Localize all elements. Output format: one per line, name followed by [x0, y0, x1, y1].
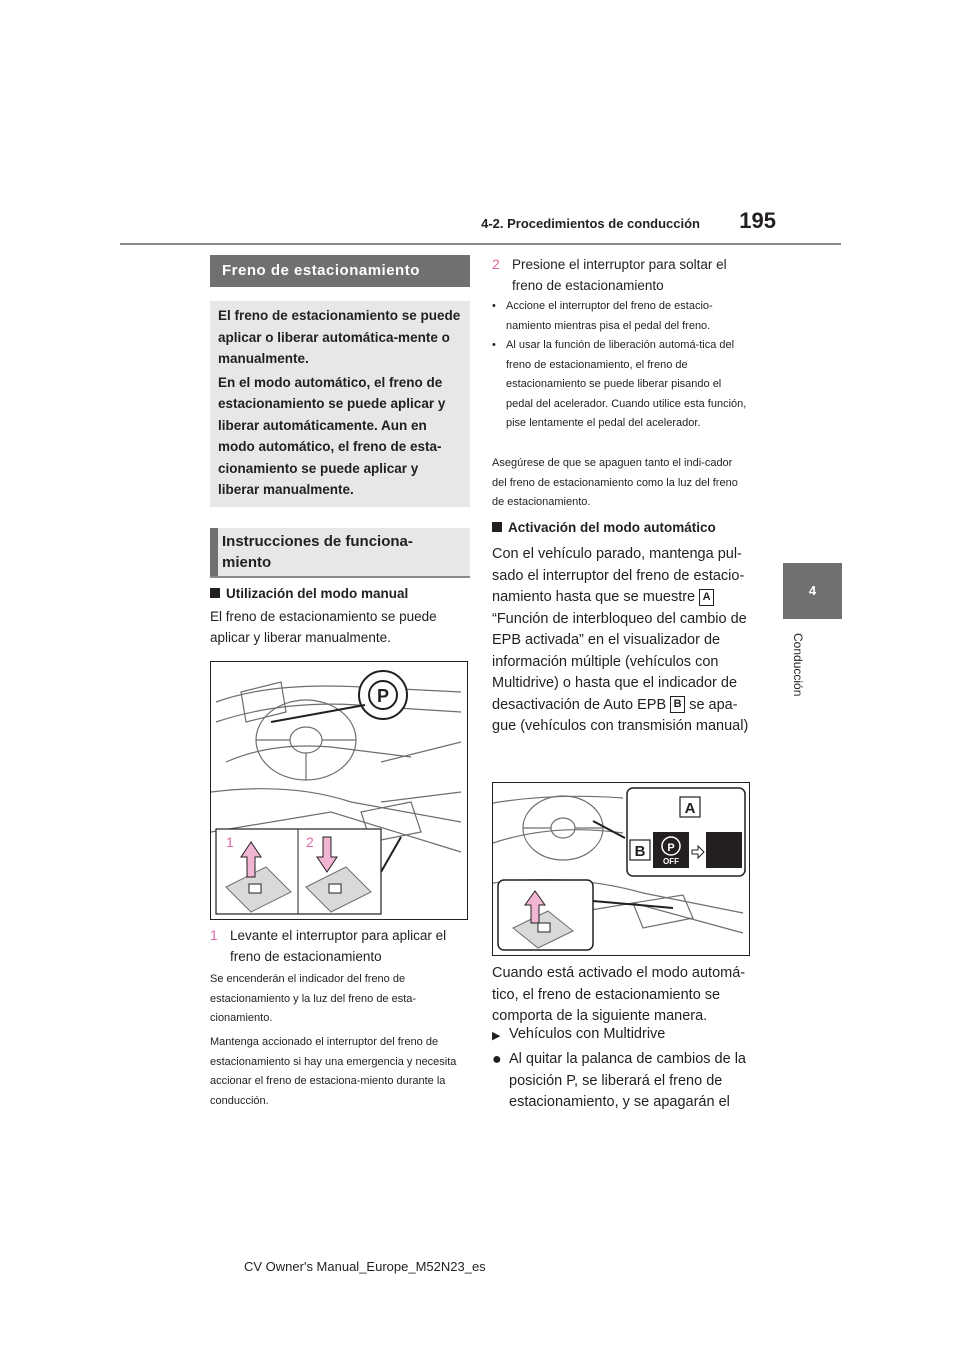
- step-1-text-line2: freno de estacionamiento: [230, 949, 382, 964]
- section2-title: [222, 531, 462, 573]
- figure1-label-1: 1: [226, 834, 234, 850]
- step-1-number: 1: [210, 927, 218, 943]
- page-number: 195: [739, 208, 776, 233]
- square-bullet-icon: [210, 588, 220, 598]
- section2-title-line1: Instrucciones de funciona-: [222, 533, 413, 550]
- auto-epb-off-indicator-icon: [653, 832, 689, 868]
- indicator-off-black: [706, 832, 742, 868]
- section2-accent-bar: [210, 528, 218, 576]
- bullet-item: • Accione el interruptor del freno de estacio-namiento mientras pisa el pedal del freno.: [492, 297, 750, 336]
- square-bullet-icon: [492, 522, 502, 532]
- auto-mode-heading-text: Activación del modo automático: [508, 520, 716, 535]
- auto-mode-illustration: [493, 783, 749, 955]
- auto-mode-text: [492, 544, 750, 738]
- step-1: [210, 925, 472, 967]
- note-3: Asegúrese de que se apaguen tanto el indi-cador del freno de estacionamiento como la luz del freno de estacionamiento.: [492, 457, 738, 508]
- bullet-text-2: Al usar la función de liberación automá-tica del freno de estacionamiento, el freno de estacionamiento se puede liberar pisando el pedal del acelerador. Cuando utilice esta función, pise lentamente el pedal del acelerador.: [506, 339, 747, 429]
- dot-list-item-text: Al quitar la palanca de cambios de la posición P, se liberará el freno de estacionamiento, y se apagarán el: [509, 1051, 746, 1110]
- after-figure-text: Cuando está activado el modo automá-tico, el freno de estacionamiento se comporta de la siguiente manera.: [492, 965, 746, 1024]
- section2-title-box: [210, 528, 470, 578]
- off-text: OFF: [663, 857, 679, 866]
- note-2: Mantenga accionado el interruptor del freno de estacionamiento si hay una emergencia y necesita accionar el freno de estaciona-miento durante la conducción.: [210, 1036, 457, 1107]
- bullet-list: [492, 297, 750, 434]
- summary-paragraph-2: En el modo automático, el freno de estacionamiento se puede aplicar y liberar automáticamente. Aun en modo automático, el freno de esta-cionamiento se puede aplicar y liberar manualmente.: [218, 374, 446, 497]
- bullet-text-1: Accione el interruptor del freno de estacio-namiento mientras pisa el pedal del freno.: [506, 300, 713, 332]
- callout-circle-p: [271, 671, 407, 722]
- note-1: Se encenderán el indicador del freno de estacionamiento y la luz del freno de esta-cionamiento.: [210, 973, 417, 1024]
- auto-mode-text-2: “Función de interbloqueo del cambio de EPB activada” en el visualizador de información múltiple (vehículos con Multidrive) o hasta que el indicador de desactivación de Auto EPB: [492, 610, 747, 713]
- running-header-section: 4-2. Procedimientos de conducción: [481, 216, 700, 231]
- summary-paragraph-1: El freno de estacionamiento se puede aplicar o liberar automática-mente o manualmente.: [218, 308, 461, 366]
- section2-title-line2: miento: [222, 554, 272, 571]
- figure1-label-2: 2: [306, 834, 314, 850]
- inline-label-a: A: [699, 589, 714, 606]
- step-2-text-line1: Presione el interruptor para soltar el: [512, 257, 727, 272]
- footer-manual-id: CV Owner's Manual_Europe_M52N23_es: [244, 1259, 486, 1274]
- auto-mode-text-1: Con el vehículo parado, mantenga pul-sado el interruptor del freno de estacio-namiento hasta que se muestre: [492, 546, 745, 605]
- chapter-tab: 4: [783, 563, 842, 619]
- arrow-list-item: [492, 1024, 754, 1048]
- svg-text:P: P: [667, 842, 675, 854]
- header-rule: [120, 243, 841, 245]
- figure2-label-b: B: [634, 843, 646, 860]
- manual-mode-heading: [210, 586, 470, 601]
- section-title: Freno de estacionamiento: [210, 255, 470, 287]
- svg-text:P: P: [376, 686, 390, 706]
- auto-mode-heading: [492, 520, 752, 535]
- triangle-bullet-icon: ▶: [492, 1030, 501, 1042]
- manual-mode-text: El freno de estacionamiento se puede aplicar y liberar manualmente.: [210, 609, 437, 645]
- summary-box: [210, 301, 470, 507]
- step-2-text-line2: freno de estacionamiento: [512, 278, 664, 293]
- manual-mode-heading-text: Utilización del modo manual: [226, 586, 409, 601]
- dot-list-item: [492, 1049, 754, 1114]
- step-2-number: 2: [492, 256, 500, 272]
- figure2-label-a: A: [684, 800, 696, 817]
- figure-parking-brake-switch: [210, 661, 468, 920]
- bullet-item: • Al usar la función de liberación automá-tica del freno de estacionamiento, el freno de estacionamiento se puede liberar pisando el pedal del acelerador. Cuando utilice esta función, pise lentamente el pedal del acelerador.: [492, 336, 750, 434]
- step-1-text-line1: Levante el interruptor para aplicar el: [230, 928, 447, 943]
- dashboard-illustration: [211, 662, 467, 919]
- round-bullet-icon: ●: [492, 1051, 502, 1068]
- step-2: [492, 254, 754, 296]
- figure-auto-mode: [492, 782, 750, 956]
- chapter-tab-label: Conducción: [791, 633, 805, 697]
- auto-mode-text-3: se apa-gue (vehículos con transmisión manual): [492, 696, 749, 734]
- arrow-list-item-text: Vehículos con Multidrive: [509, 1026, 666, 1042]
- inline-label-b: B: [670, 696, 685, 713]
